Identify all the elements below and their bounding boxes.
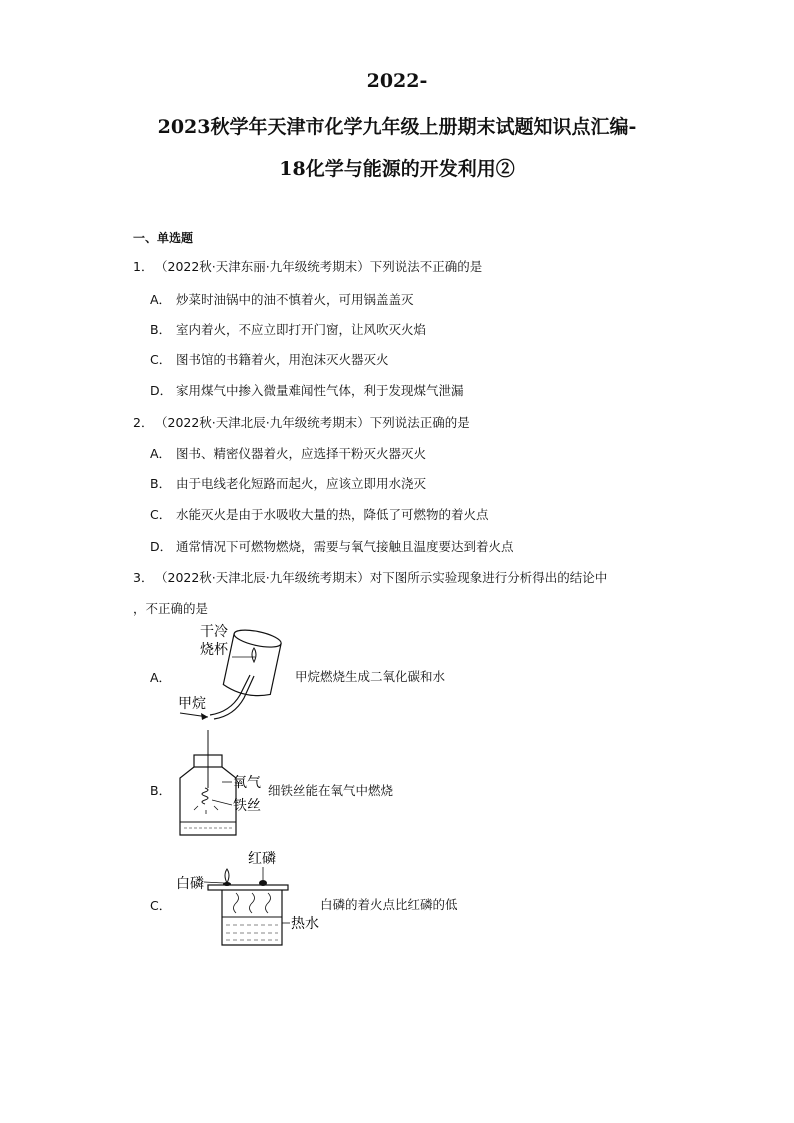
title-line-3: 18化学与能源的开发利用②: [279, 158, 515, 180]
question-number: 3．: [133, 570, 154, 585]
fig-label-iron-wire: 铁丝: [233, 798, 261, 814]
phosphorus-figure: [170, 845, 330, 950]
q3-option-b-label: B．: [150, 783, 172, 798]
fig-label-dry-cold: 干冷: [200, 624, 228, 640]
question-1: [133, 257, 482, 275]
q3-option-a-caption: 甲烷燃烧生成二氧化碳和水: [295, 669, 446, 684]
q1-option-b: B． 室内着火，不应立即打开门窗，让风吹灭火焰: [150, 322, 427, 337]
title-line-1: 2022-: [366, 70, 428, 92]
question-text: （2022秋·天津东丽·九年级统考期末）下列说法不正确的是: [155, 259, 483, 274]
q2-option-a: A． 图书、精密仪器着火，应选择干粉灭火器灭火: [150, 446, 427, 461]
q3-option-c-label: C．: [150, 898, 172, 913]
question-number: 1．: [133, 259, 154, 274]
question-number: 2．: [133, 415, 154, 430]
fig-label-beaker: 烧杯: [200, 642, 228, 658]
oxygen-bottle-figure: [170, 730, 270, 840]
q2-option-c: C． 水能灭火是由于水吸收大量的热，降低了可燃物的着火点: [150, 507, 489, 522]
q1-option-a: A． 炒菜时油锅中的油不慎着火，可用锅盖盖灭: [150, 292, 414, 307]
question-2: [133, 413, 470, 431]
fig-label-red-phosphorus: 红磷: [248, 851, 276, 867]
q2-option-d: D． 通常情况下可燃物燃烧，需要与氧气接触且温度要达到着火点: [150, 539, 514, 554]
fig-label-white-phosphorus: 白磷: [176, 876, 204, 892]
q2-option-b: B． 由于电线老化短路而起火，应该立即用水浇灭: [150, 476, 427, 491]
section-heading: 一、单选题: [133, 231, 194, 245]
fig-label-methane: 甲烷: [178, 696, 206, 712]
question-text: （2022秋·天津北辰·九年级统考期末）对下图所示实验现象进行分析得出的结论中: [155, 570, 608, 585]
question-3: [133, 568, 607, 586]
methane-beaker-figure: [170, 620, 300, 720]
question-text: （2022秋·天津北辰·九年级统考期末）下列说法正确的是: [155, 415, 470, 430]
q3-option-a-label: A．: [150, 670, 172, 685]
question-3-continued: ，不正确的是: [133, 601, 209, 616]
q1-option-d: D． 家用煤气中掺入微量难闻性气体，利于发现煤气泄漏: [150, 383, 464, 398]
q1-option-c: C． 图书馆的书籍着火，用泡沫灭火器灭火: [150, 352, 389, 367]
q3-option-b-caption: 细铁丝能在氧气中燃烧: [268, 783, 394, 798]
fig-label-oxygen: 氧气: [233, 775, 261, 791]
q3-option-c-caption: 白磷的着火点比红磷的低: [320, 897, 458, 912]
title-line-2: 2023秋学年天津市化学九年级上册期末试题知识点汇编-: [157, 116, 637, 138]
fig-label-hot-water: 热水: [291, 916, 319, 932]
